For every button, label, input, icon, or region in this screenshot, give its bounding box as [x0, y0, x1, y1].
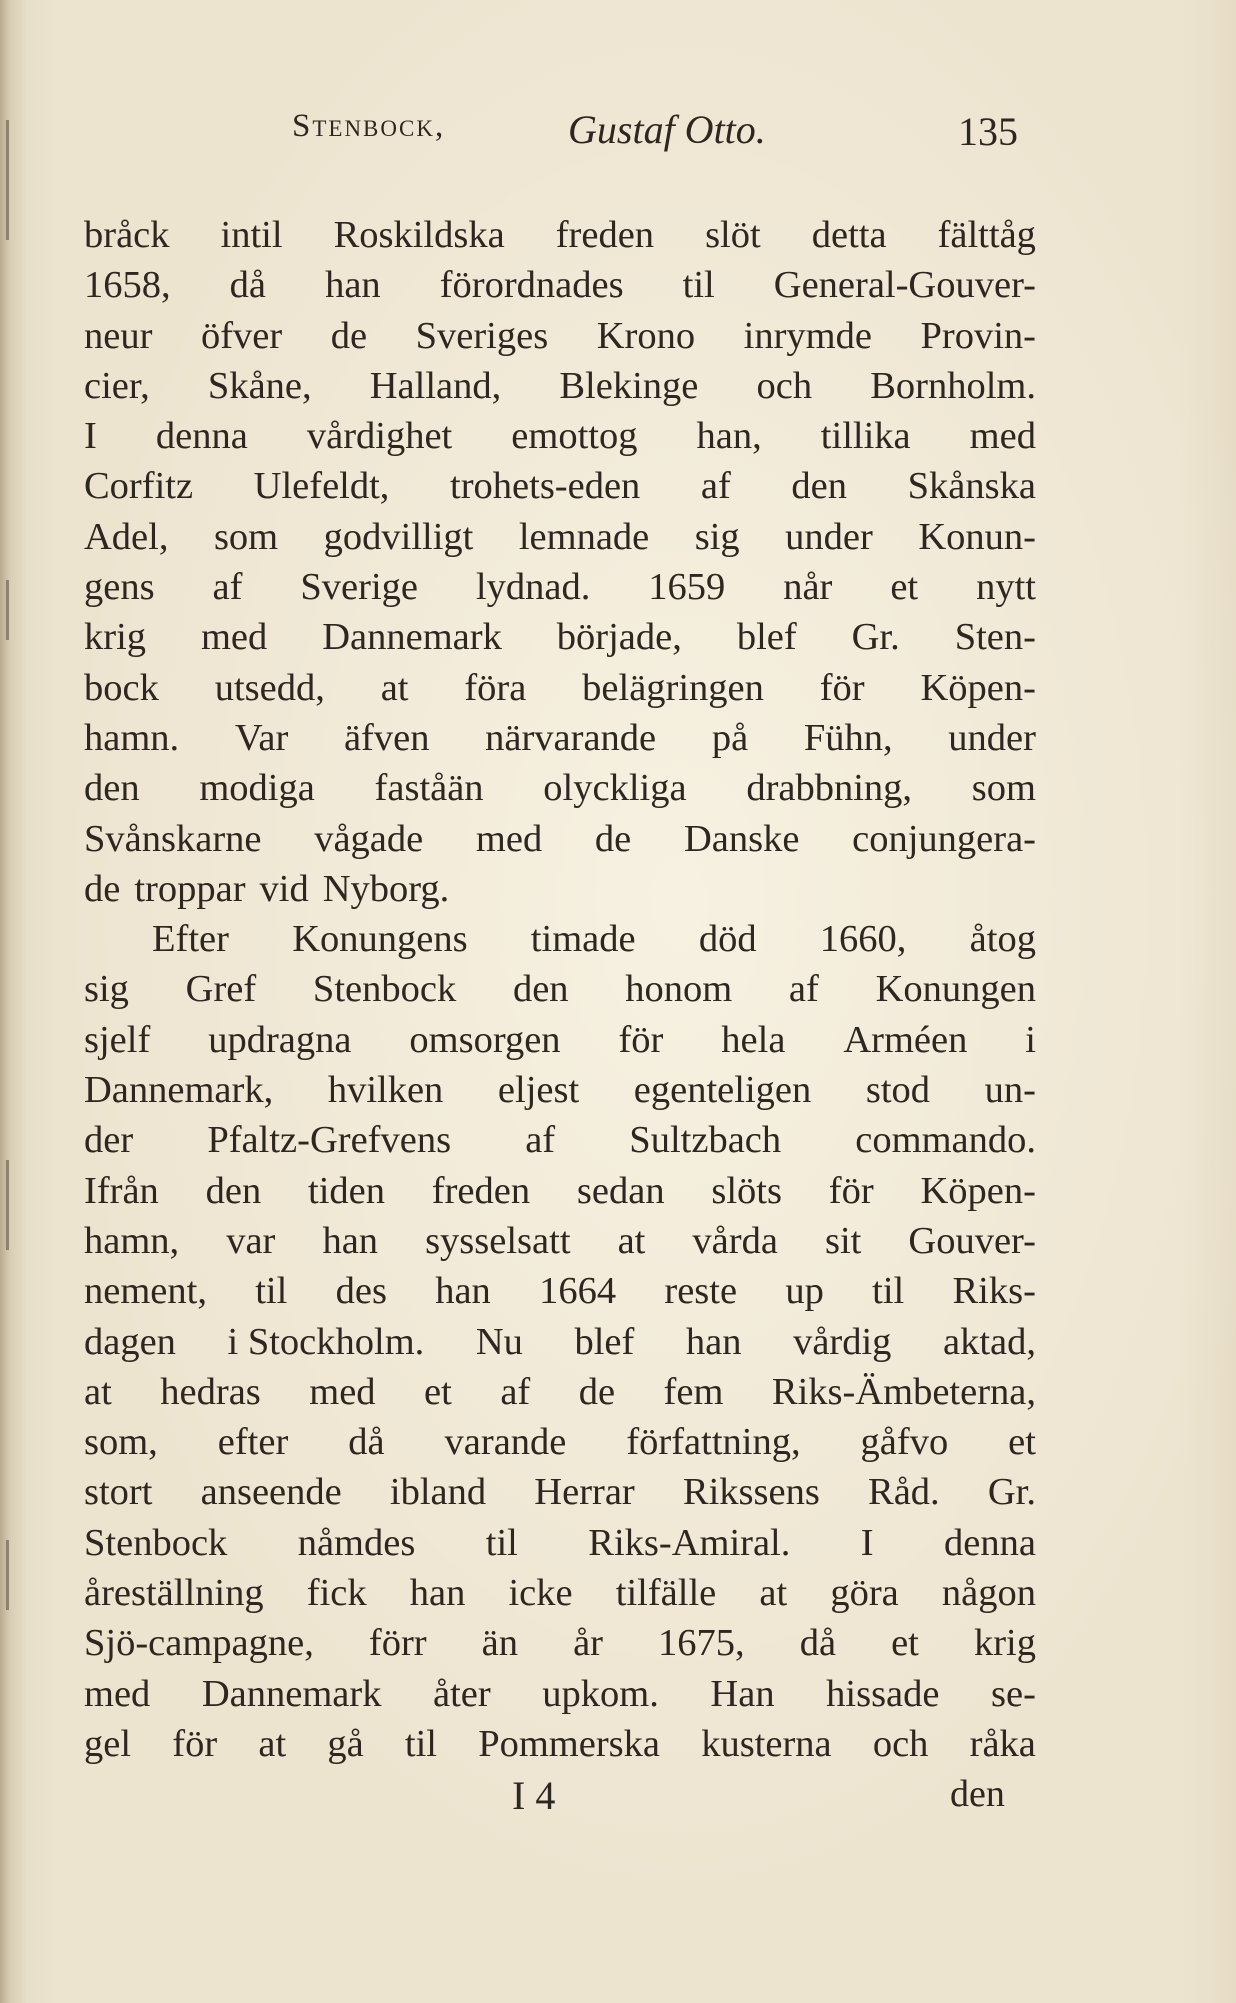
word: aktad, [942, 1320, 1036, 1363]
word: den [205, 1169, 262, 1212]
word: hamn, [84, 1219, 180, 1262]
word: i [1025, 1018, 1036, 1061]
text-line [84, 713, 1036, 763]
word: cier, [84, 364, 150, 407]
word: Pfaltz-Grefvens [207, 1119, 452, 1162]
word: faståän [374, 767, 484, 810]
word: vid [259, 867, 309, 910]
word: fick [306, 1572, 367, 1615]
word: och [872, 1722, 929, 1765]
text-line [84, 1166, 1036, 1216]
word: Corfitz [84, 465, 194, 508]
word: eljest [497, 1069, 580, 1112]
word: trohets-eden [450, 465, 641, 508]
word: intil [220, 214, 283, 256]
word: som [971, 767, 1036, 810]
word: icke [508, 1572, 573, 1615]
word: började, [556, 616, 682, 659]
word: slöts [711, 1169, 782, 1212]
word: denna [944, 1521, 1036, 1564]
word: i Stockholm. [227, 1320, 425, 1363]
word: Stenbock [312, 968, 457, 1011]
text-line [84, 964, 1036, 1014]
word: at [84, 1370, 112, 1413]
word: Konungens [292, 918, 468, 961]
word: updragna [208, 1018, 352, 1061]
text-line [84, 814, 1036, 864]
word: slöt [705, 214, 761, 256]
text-line [84, 1115, 1036, 1165]
word: at [258, 1722, 287, 1765]
word: tillika [820, 415, 911, 458]
word: af [500, 1370, 531, 1413]
word: Fühn, [803, 716, 893, 759]
word: som, [84, 1421, 158, 1464]
word: upkom. [542, 1672, 659, 1715]
word: reste [664, 1270, 738, 1313]
word: af [525, 1119, 556, 1162]
word: den [791, 465, 848, 508]
word: egenteligen [633, 1069, 812, 1112]
word: fem [663, 1370, 724, 1413]
word: inrymde [743, 314, 872, 357]
word: dagen [84, 1320, 176, 1363]
word: gå [327, 1722, 364, 1765]
word: han [409, 1572, 466, 1615]
word: med [969, 415, 1036, 458]
word: Danske [683, 817, 800, 860]
word: närvarande [485, 716, 657, 759]
word: och [756, 364, 813, 407]
word: Dannemark [322, 616, 502, 659]
gutter-shadow [6, 580, 9, 640]
text-line [84, 914, 1036, 964]
word: den [84, 767, 140, 810]
text-line [84, 361, 1036, 411]
word: gens [84, 566, 155, 609]
word: än [481, 1622, 519, 1665]
word: Gr. [851, 616, 900, 659]
word: sjelf [84, 1018, 151, 1061]
word: de [578, 1370, 616, 1413]
text-line [84, 1015, 1036, 1065]
word: Råd. [868, 1471, 940, 1514]
word: som [213, 515, 279, 558]
word: 1658, [84, 264, 171, 307]
word: förordnades [439, 264, 624, 307]
word: Konun- [918, 515, 1036, 558]
word: Roskildska [333, 214, 505, 256]
page-number: 135 [958, 109, 1018, 154]
word: kusterna [701, 1722, 832, 1765]
word: troppar [134, 867, 246, 910]
word: detta [811, 214, 887, 256]
word: någon [941, 1572, 1036, 1615]
word: för [819, 666, 865, 709]
word: sit [824, 1219, 862, 1262]
word: Sveriges [415, 314, 549, 357]
word: et [891, 1622, 919, 1665]
word: blef [574, 1320, 635, 1363]
text-line [84, 210, 1036, 260]
word: äfven [343, 716, 430, 759]
word: gåfvo [860, 1421, 949, 1464]
word: Riks- [952, 1270, 1036, 1313]
word: un- [984, 1069, 1036, 1112]
word: Bornholm. [870, 364, 1036, 407]
word: timade [530, 918, 636, 961]
catchword: den [950, 1773, 1005, 1815]
word: at [380, 666, 409, 709]
word: freden [555, 214, 655, 256]
word: tilfälle [615, 1572, 717, 1615]
word: des [335, 1270, 387, 1313]
word: hamn. [84, 716, 180, 759]
word: Riks-Ämbeterna, [771, 1370, 1036, 1413]
word: föra [464, 666, 527, 709]
word: för [172, 1722, 218, 1765]
word: Nyborg. [322, 867, 450, 910]
gutter-shadow [6, 1160, 9, 1250]
word: belägringen [582, 666, 764, 709]
word: et [1008, 1421, 1036, 1464]
word: blef [736, 616, 797, 659]
word: at [759, 1572, 788, 1615]
text-line [84, 1669, 1036, 1719]
word: nåmdes [297, 1521, 416, 1564]
word: nytt [976, 566, 1036, 609]
word: Sultzbach [629, 1119, 782, 1162]
word: omsorgen [409, 1018, 561, 1061]
word: hvilken [327, 1069, 444, 1112]
word: Dannemark [201, 1672, 382, 1715]
word: drabbning, [746, 767, 913, 810]
gutter-shadow [6, 120, 9, 240]
word: då [348, 1421, 385, 1464]
word: under [948, 716, 1036, 759]
word: han [325, 264, 381, 307]
word: sedan [576, 1169, 665, 1212]
text-line [84, 562, 1036, 612]
word: stod [865, 1069, 931, 1112]
word: med [84, 1672, 151, 1715]
text-line [84, 1518, 1036, 1568]
word: Rikssens [682, 1471, 820, 1514]
word: han [685, 1320, 742, 1363]
word: vårdighet [306, 415, 453, 458]
word: förr [368, 1622, 427, 1665]
word: Blekinge [559, 364, 699, 407]
word: bråck [84, 214, 170, 256]
word: Riks-Amiral. [588, 1521, 791, 1564]
word: ibland [389, 1471, 487, 1514]
word: Var [234, 716, 289, 759]
word: han [322, 1219, 379, 1262]
word: Gouver- [908, 1219, 1036, 1262]
word: då [229, 264, 267, 307]
text-line [84, 1317, 1036, 1367]
word: vågade [314, 817, 424, 860]
word: Köpen- [920, 666, 1036, 709]
word: Gref [185, 968, 257, 1011]
text-line [84, 461, 1036, 511]
text-line [84, 1618, 1036, 1668]
word: til [682, 264, 715, 307]
word: vårda [692, 1219, 778, 1262]
word: neur [84, 314, 153, 357]
word: Nu [475, 1320, 523, 1363]
word: han [435, 1270, 491, 1313]
word: Provin- [920, 314, 1036, 357]
running-header-author: Stenbock, [292, 108, 446, 144]
word: för [618, 1018, 664, 1061]
word: Arméen [843, 1018, 968, 1061]
word: 1659 [648, 566, 726, 609]
word: emottog [511, 415, 638, 458]
text-line [84, 1568, 1036, 1618]
word: död [698, 918, 757, 961]
word: anseende [200, 1471, 342, 1514]
word: hissade [826, 1672, 940, 1715]
word: krig [84, 616, 147, 659]
word: Konungen [875, 968, 1036, 1011]
word: honom [625, 968, 733, 1011]
word: vårdig [793, 1320, 892, 1363]
word: åtog [969, 918, 1036, 961]
word: Ulefeldt, [253, 465, 390, 508]
text-line [84, 1417, 1036, 1467]
word: stort [84, 1471, 153, 1514]
word: för [828, 1169, 874, 1212]
word: på [711, 716, 749, 759]
text-line [84, 411, 1036, 461]
word: den [512, 968, 569, 1011]
text-line [84, 311, 1036, 361]
word: at [617, 1219, 646, 1262]
text-line [84, 763, 1036, 813]
word: tiden [308, 1169, 385, 1212]
word: se- [991, 1672, 1036, 1715]
word: gel [84, 1722, 132, 1765]
word: Gr. [987, 1471, 1036, 1514]
word: råka [969, 1722, 1036, 1765]
word: conjungera- [852, 817, 1036, 860]
word: Sverige [300, 566, 418, 609]
word: Pommerska [478, 1722, 660, 1765]
word: nement, [84, 1270, 207, 1313]
word: med [200, 616, 268, 659]
word: Ifrån [84, 1169, 159, 1212]
word: Han [710, 1672, 775, 1715]
word: modiga [199, 767, 315, 810]
word: fälttåg [937, 214, 1036, 256]
word: et [890, 566, 919, 609]
word: de [330, 314, 368, 357]
word: af [788, 968, 819, 1011]
word: år [573, 1622, 603, 1665]
word: Dannemark, [84, 1069, 274, 1112]
word: öfver [200, 314, 283, 357]
word: de [594, 817, 632, 860]
word: hela [721, 1018, 786, 1061]
word: af [700, 465, 731, 508]
word: lydnad. [475, 566, 591, 609]
text-line [84, 663, 1036, 713]
word: åter [433, 1672, 491, 1715]
word: under [785, 515, 873, 558]
word: Adel, [84, 515, 169, 558]
word: Skånska [907, 465, 1036, 508]
word: sig [694, 515, 740, 558]
text-line [84, 1266, 1036, 1316]
word: lemnade [518, 515, 650, 558]
text-line [84, 1065, 1036, 1115]
word: med [475, 817, 543, 860]
text-line [84, 260, 1036, 310]
word: han, [696, 415, 762, 458]
word: Svånskarne [84, 817, 262, 860]
running-header-subject: Gustaf Otto. [568, 107, 766, 152]
word: krig [973, 1622, 1036, 1665]
word: var [226, 1219, 276, 1262]
word: författning, [626, 1421, 801, 1464]
word: sig [84, 968, 129, 1011]
word: olyckliga [543, 767, 687, 810]
word: 1675, [658, 1622, 745, 1665]
word: göra [830, 1572, 899, 1615]
word: til [404, 1722, 437, 1765]
text-line [84, 1367, 1036, 1417]
word: Herrar [534, 1471, 635, 1514]
text-line [84, 864, 1036, 914]
word: commando. [855, 1119, 1036, 1162]
word: 1664 [539, 1270, 617, 1313]
word: denna [155, 415, 248, 458]
word: freden [431, 1169, 531, 1212]
word: Skåne, [207, 364, 312, 407]
word: Krono [596, 314, 696, 357]
word: I [84, 415, 97, 458]
word: med [309, 1370, 376, 1413]
word: der [84, 1119, 134, 1162]
word: Halland, [369, 364, 502, 407]
word: utsedd, [214, 666, 325, 709]
signature-mark: I 4 [512, 1773, 556, 1818]
gutter-shadow [6, 1540, 9, 1610]
text-line [84, 512, 1036, 562]
word: up [785, 1270, 824, 1313]
word: efter [217, 1421, 289, 1464]
text-line [84, 1216, 1036, 1266]
word: af [212, 566, 243, 609]
word: Sjö-campagne, [84, 1622, 314, 1665]
text-line [84, 1719, 1036, 1769]
text-line [84, 612, 1036, 662]
word: godvilligt [323, 515, 474, 558]
word: I [860, 1521, 874, 1564]
word: hedras [160, 1370, 261, 1413]
word: Efter [152, 918, 229, 961]
word: 1660, [819, 918, 907, 961]
word: Köpen- [920, 1169, 1036, 1212]
word: til [872, 1270, 905, 1313]
word: de [84, 867, 121, 910]
text-line [84, 1467, 1036, 1517]
word: varande [444, 1421, 567, 1464]
word: åreställning [84, 1572, 264, 1615]
word: et [424, 1370, 452, 1413]
word: Sten- [954, 616, 1036, 659]
word: Stenbock [84, 1521, 228, 1564]
word: til [485, 1521, 518, 1564]
word: til [255, 1270, 288, 1313]
word: når [783, 566, 833, 609]
word: då [799, 1622, 837, 1665]
word: sysselsatt [425, 1219, 571, 1262]
word: bock [84, 666, 159, 709]
word: General-Gouver- [773, 264, 1036, 307]
body-text [84, 210, 1036, 1769]
